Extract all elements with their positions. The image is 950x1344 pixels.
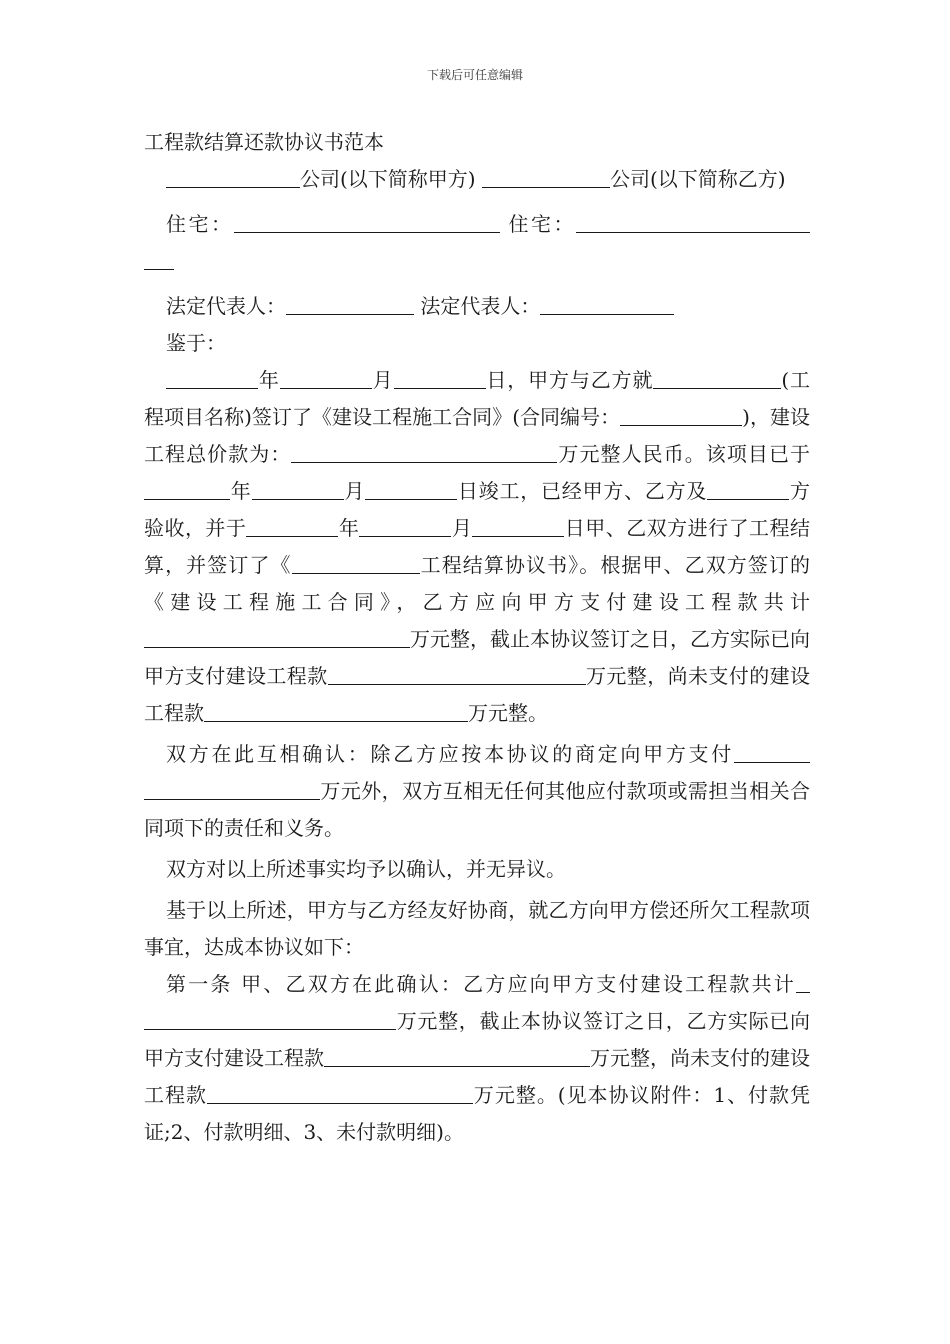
blank-address-a — [234, 210, 500, 233]
paragraph-basis: 基于以上所述，甲方与乙方经友好协商，就乙方向甲方偿还所欠工程款项事宜，达成本协议如下： — [144, 898, 810, 959]
paragraph-address — [144, 206, 810, 280]
blank-rep-b — [540, 292, 674, 315]
paragraph-no-objection: 双方对以上所述事实均予以确认，并无异议。 — [166, 857, 566, 881]
blank-day-1 — [394, 366, 486, 389]
blank-acceptor — [707, 477, 789, 500]
blank-a1-total — [796, 970, 810, 993]
blank-amount-unpaid-cont — [448, 699, 468, 722]
text-settlement: 工程结算协议书》。根据甲、乙双方签订的《建设工程施工合同》，乙方应向甲方支付建设工程款共计 — [144, 553, 811, 614]
article-1 — [144, 966, 810, 1151]
text-project: (工程项目名称)签订了《建设工程施工合同》(合同编号： — [144, 368, 811, 429]
paragraph-representative — [144, 288, 810, 325]
blank-confirm-amount — [734, 740, 810, 763]
blank-a1-paid — [324, 1044, 590, 1067]
paragraph-parties — [144, 161, 810, 198]
blank-party-b — [482, 165, 610, 188]
blank-project-name — [653, 366, 781, 389]
blank-contract-no-cont — [712, 403, 742, 426]
text-total-suffix: 万元整人民币。该项目已于 — [557, 442, 811, 466]
page-header: 下载后可任意编辑 — [426, 68, 523, 82]
text-month-1: 月 — [371, 368, 394, 392]
text-confirm-2: 万元外，双方互相无任何其他应付款项或需担当相关合同项下的责任和义务。 — [144, 779, 810, 840]
party-b-text: 公司(以下简称乙方) — [609, 167, 786, 191]
text-facts-end: 万元整。 — [468, 701, 548, 725]
text-month-2: 月 — [343, 479, 366, 503]
blank-amount-paid-cont — [494, 662, 586, 685]
text-article1-cutoff: 万元整，截止本协议签订之日，乙方实际已向甲方支付建设工程款 — [144, 1009, 810, 1070]
blank-rep-a — [286, 292, 414, 315]
text-article1-start: 第一条 甲、乙双方在此确认：乙方应向甲方支付建设工程款共计 — [166, 972, 796, 996]
text-confirm-1: 双方在此互相确认：除乙方应按本协议的商定向甲方支付 — [166, 742, 734, 766]
blank-amount-unpaid — [204, 699, 448, 722]
paragraph-facts — [144, 362, 810, 732]
address-label-b: 住宅： — [508, 212, 577, 236]
blank-month-3 — [359, 514, 451, 537]
document-title: 工程款结算还款协议书范本 — [144, 130, 384, 154]
blank-address-b-cont — [144, 247, 174, 270]
text-day-3: 日甲、乙双方进行了工程结算，并签订了《 — [144, 516, 811, 577]
blank-amount-total — [144, 625, 410, 648]
paragraph-whereas: 鉴于： — [166, 331, 226, 355]
blank-month-1 — [280, 366, 372, 389]
address-label-a: 住宅： — [166, 212, 234, 236]
text-month-3: 月 — [451, 516, 473, 540]
text-unpaid: 万元整，尚未支付的建设工程款 — [144, 664, 811, 725]
text-article1-unpaid: 万元整，尚未支付的建设工程款 — [144, 1046, 810, 1107]
blank-confirm-amount-cont — [144, 777, 320, 800]
blank-year-1 — [166, 366, 258, 389]
text-cutoff: 万元整，截止本协议签订之日，乙方实际已向甲方支付建设工程款 — [144, 627, 810, 688]
blank-total-price — [291, 440, 557, 463]
text-day-1: 日，甲方与乙方就 — [485, 368, 654, 392]
blank-month-2 — [252, 477, 344, 500]
blank-year-2 — [144, 477, 230, 500]
text-year-3: 年 — [338, 516, 360, 540]
text-accept: 方验收，并于 — [144, 479, 811, 540]
blank-a1-unpaid — [207, 1081, 473, 1104]
blank-day-2 — [365, 477, 457, 500]
blank-a1-total-cont — [144, 1007, 396, 1030]
text-year-1: 年 — [258, 368, 280, 392]
text-year-2: 年 — [230, 479, 252, 503]
party-a-text: 公司(以下简称甲方) — [300, 167, 476, 191]
blank-party-a — [166, 165, 300, 188]
rep-label-a: 法定代表人： — [166, 294, 286, 318]
paragraph-confirm — [144, 736, 810, 847]
text-article1-end: 万元整。(见本协议附件：1、付款凭证;2、付款明细、3、未付款明细)。 — [144, 1083, 810, 1144]
blank-day-3 — [472, 514, 564, 537]
document-body — [144, 124, 810, 1151]
blank-year-3 — [246, 514, 338, 537]
blank-settlement-name — [292, 551, 420, 574]
rep-label-b: 法定代表人： — [420, 294, 541, 318]
blank-amount-paid — [328, 662, 494, 685]
text-day-2: 日竣工，已经甲方、乙方及 — [457, 479, 708, 503]
blank-contract-no — [620, 403, 712, 426]
text-total-prefix: )，建设工程总价款为： — [144, 405, 810, 466]
blank-address-b — [576, 210, 810, 233]
